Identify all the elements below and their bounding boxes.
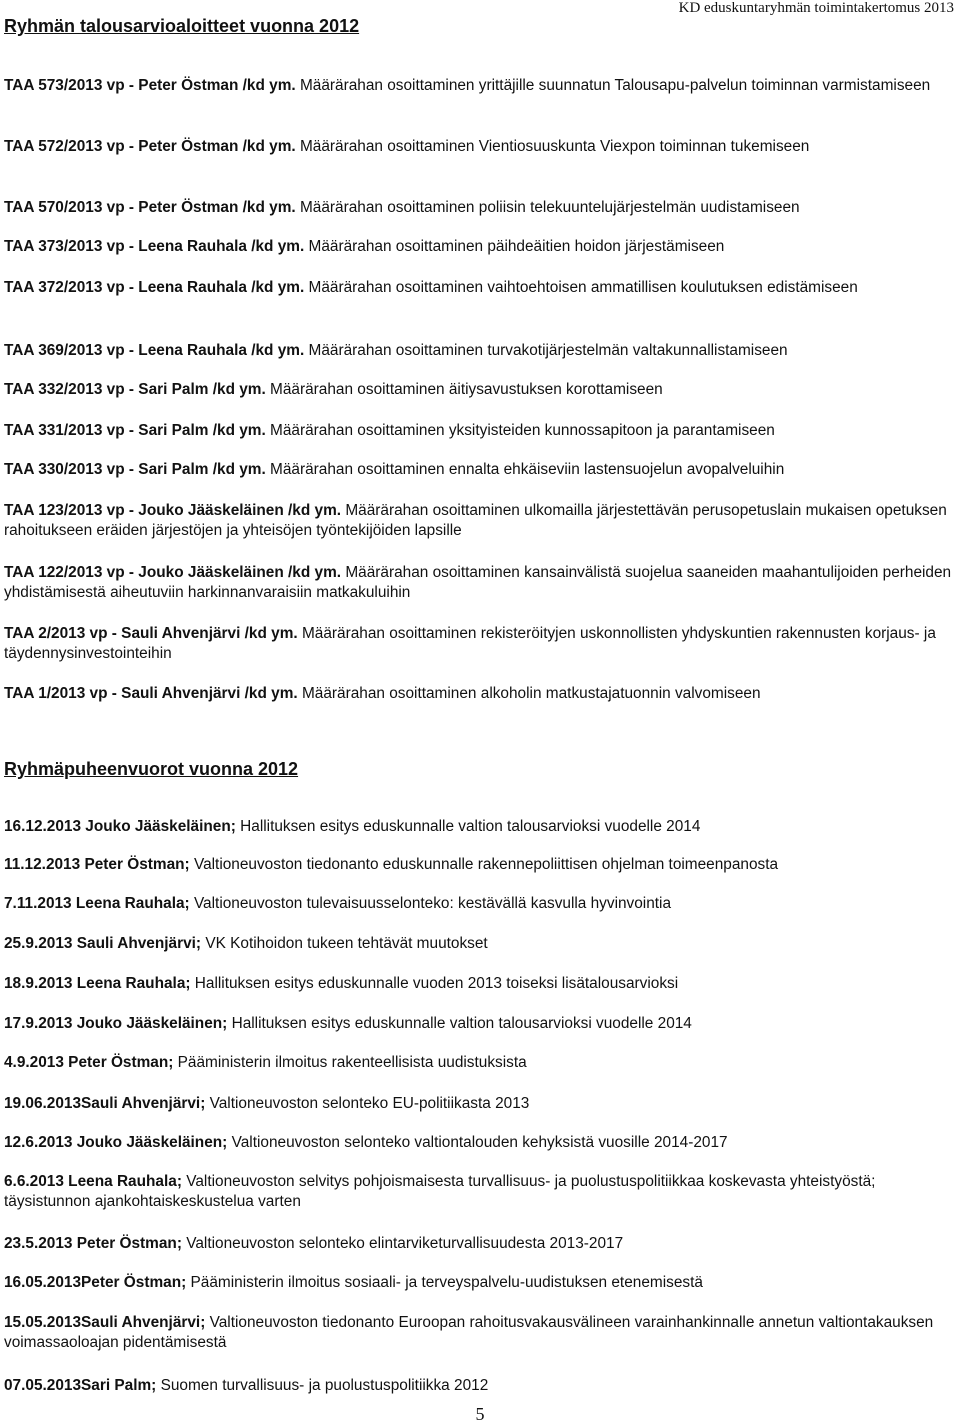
document-header: KD eduskuntaryhmän toimintakertomus 2013 <box>678 0 954 16</box>
list-item: TAA 573/2013 vp - Peter Östman /kd ym. Määrärahan osoittaminen yrittäjille suunnatun Talousapu-palvelun toiminnan varmistamiseen <box>4 77 931 94</box>
list-item: TAA 330/2013 vp - Sari Palm /kd ym. Määrärahan osoittaminen ennalta ehkäiseviin lastensuojelun avopalveluihin <box>4 461 785 478</box>
list-item: TAA 332/2013 vp - Sari Palm /kd ym. Määrärahan osoittaminen äitiysavustuksen korottamiseen <box>4 381 663 398</box>
list-item: 17.9.2013 Jouko Jääskeläinen; Hallituksen esitys eduskunnalle valtion talousarvioksi vuodelle 2014 <box>4 1015 692 1032</box>
list-item: 16.12.2013 Jouko Jääskeläinen; Hallituksen esitys eduskunnalle valtion talousarvioksi vuodelle 2014 <box>4 818 701 835</box>
list-item: TAA 570/2013 vp - Peter Östman /kd ym. Määrärahan osoittaminen poliisin telekuuntelujärjestelmän uudistamiseen <box>4 199 800 216</box>
list-item: TAA 331/2013 vp - Sari Palm /kd ym. Määrärahan osoittaminen yksityisteiden kunnossapitoon ja parantamiseen <box>4 422 775 439</box>
list-item: 7.11.2013 Leena Rauhala; Valtioneuvoston tulevaisuusselonteko: kestävällä kasvulla hyvinvointia <box>4 895 672 912</box>
list-item: TAA 373/2013 vp - Leena Rauhala /kd ym. Määrärahan osoittaminen päihdeäitien hoidon järjestämiseen <box>4 238 725 255</box>
list-item: 19.06.2013Sauli Ahvenjärvi; Valtioneuvoston selonteko EU-politiikasta 2013 <box>4 1095 530 1112</box>
list-item: 11.12.2013 Peter Östman; Valtioneuvoston tiedonanto eduskunnalle rakennepoliittisen ohjelman toimeenpanosta <box>4 856 779 873</box>
list-item: TAA 1/2013 vp - Sauli Ahvenjärvi /kd ym. Määrärahan osoittaminen alkoholin matkustajatuonnin valvomiseen <box>4 685 761 702</box>
list-item: 6.6.2013 Leena Rauhala; Valtioneuvoston selvitys pohjoismaisesta turvallisuus- ja puolustuspolitiikkaa koskevasta yhteistyöstä; täysistunnon ajankohtaiskeskustelua varten <box>4 1173 876 1210</box>
list-item: TAA 372/2013 vp - Leena Rauhala /kd ym. Määrärahan osoittaminen vaihtoehtoisen ammatillisen koulutuksen edistämiseen <box>4 279 858 296</box>
list-item: TAA 122/2013 vp - Jouko Jääskeläinen /kd ym. Määrärahan osoittaminen kansainvälistä suojelua saaneiden maahantulijoiden perheiden yhdistämisestä aiheutuviin harkinnanvaraisiin matkakuluihin <box>4 564 952 601</box>
list-item: TAA 369/2013 vp - Leena Rauhala /kd ym. Määrärahan osoittaminen turvakotijärjestelmän valtakunnallistamiseen <box>4 342 788 359</box>
list-item: 12.6.2013 Jouko Jääskeläinen; Valtioneuvoston selonteko valtiontalouden kehyksistä vuosille 2014-2017 <box>4 1134 728 1151</box>
list-item: 15.05.2013Sauli Ahvenjärvi; Valtioneuvoston tiedonanto Euroopan rahoitusvakausvälineen varainhankinnalle annetun valtiontakauksen voimassaoloajan pidentämisestä <box>4 1314 934 1351</box>
list-item: 07.05.2013Sari Palm; Suomen turvallisuus- ja puolustuspolitiikka 2012 <box>4 1377 489 1394</box>
list-item: 4.9.2013 Peter Östman; Pääministerin ilmoitus rakenteellisista uudistuksista <box>4 1054 527 1071</box>
list-item: 16.05.2013Peter Östman; Pääministerin ilmoitus sosiaali- ja terveyspalvelu-uudistuksen etenemisestä <box>4 1274 703 1291</box>
list-item: 25.9.2013 Sauli Ahvenjärvi; VK Kotihoidon tukeen tehtävät muutokset <box>4 935 488 952</box>
list-item: 18.9.2013 Leena Rauhala; Hallituksen esitys eduskunnalle vuoden 2013 toiseksi lisätalousarvioksi <box>4 975 679 992</box>
section-title-budget-initiatives: Ryhmän talousarvioaloitteet vuonna 2012 <box>4 16 360 36</box>
list-item: TAA 2/2013 vp - Sauli Ahvenjärvi /kd ym. Määrärahan osoittaminen rekisteröityjen uskonnollisten yhdyskuntien rakennusten korjaus- ja täydennysinvestointeihin <box>4 625 936 662</box>
section-title-group-speeches: Ryhmäpuheenvuorot vuonna 2012 <box>4 759 299 779</box>
page-number: 5 <box>475 1404 485 1424</box>
list-item: TAA 123/2013 vp - Jouko Jääskeläinen /kd ym. Määrärahan osoittaminen ulkomailla järjestettävän perusopetuslain mukaisen opetuksen rahoitukseen eräiden järjestöjen ja yhteisöjen työntekijöiden lapsille <box>4 502 947 539</box>
list-item: 23.5.2013 Peter Östman; Valtioneuvoston selonteko elintarviketurvallisuudesta 2013-2017 <box>4 1235 624 1252</box>
list-item: TAA 572/2013 vp - Peter Östman /kd ym. Määrärahan osoittaminen Vientiosuuskunta Viexpon toiminnan tukemiseen <box>4 138 810 155</box>
